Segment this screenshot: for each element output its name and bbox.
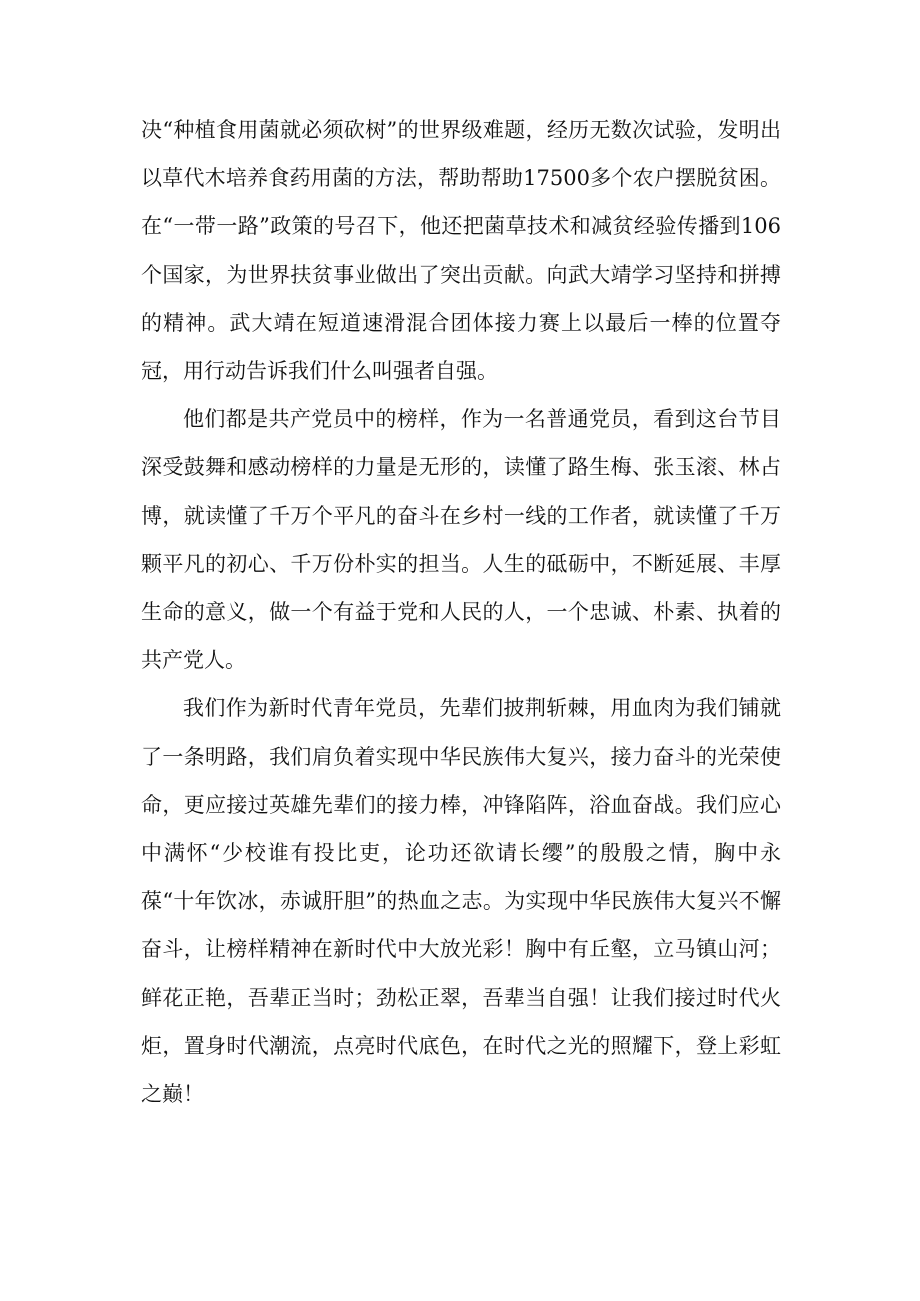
document-body [141,106,781,1118]
paragraph-3: 我们作为新时代青年党员，先辈们披荆斩棘，用血肉为我们铺就了一条明路，我们肩负着实现中华民族伟大复兴，接力奋斗的光荣使命，更应接过英雄先辈们的接力棒，冲锋陷阵，浴血奋战。我们应心中满怀“少校谁有投比吏，论功还欲请长缨”的殷殷之情，胸中永葆“十年饮冰，赤诚肝胆”的热血之志。为实现中华民族伟大复兴不懈奋斗，让榜样精神在新时代中大放光彩！胸中有丘壑，立马镇山河；鲜花正艳，吾辈正当时；劲松正翠，吾辈当自强！让我们接过时代火炬，置身时代潮流，点亮时代底色，在时代之光的照耀下，登上彩虹之巅！ [141,696,781,1107]
paragraph-1: 决“种植食用菌就必须砍树”的世界级难题，经历无数次试验，发明出以草代木培养食药用菌的方法，帮助帮助17500多个农户摆脱贫困。在“一带一路”政策的号召下，他还把菌草技术和减贫经验传播到106个国家，为世界扶贫事业做出了突出贡献。向武大靖学习坚持和拼搏的精神。武大靖在短道速滑混合团体接力赛上以最后一棒的位置夺冠，用行动告诉我们什么叫强者自强。 [141,118,781,384]
paragraph-2: 他们都是共产党员中的榜样，作为一名普通党员，看到这台节目深受鼓舞和感动榜样的力量是无形的，读懂了路生梅、张玉滚、林占博，就读懂了千万个平凡的奋斗在乡村一线的工作者，就读懂了千万颗平凡的初心、千万份朴实的担当。人生的砥砺中，不断延展、丰厚生命的意义，做一个有益于党和人民的人，一个忠诚、朴素、执着的共产党人。 [141,407,781,673]
